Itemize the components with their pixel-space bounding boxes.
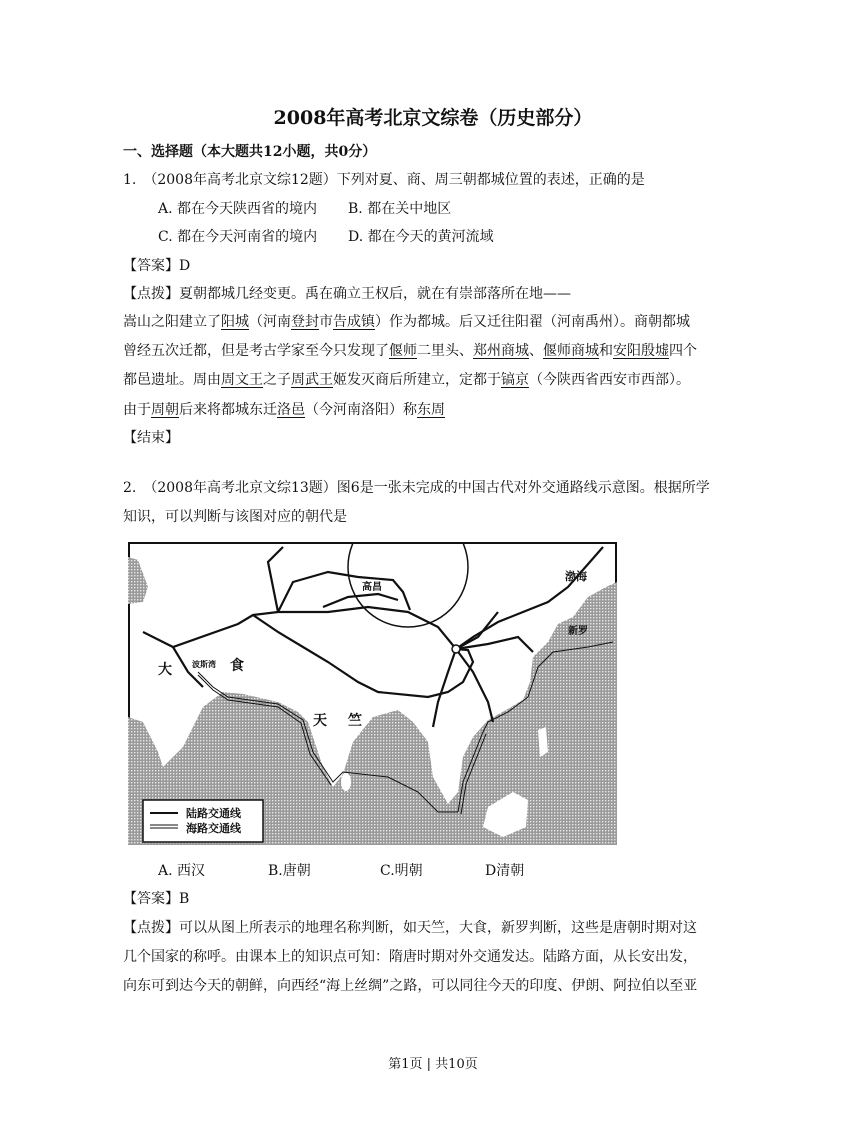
ancient-trade-routes-map (128, 542, 617, 845)
text-segment: 都邑遗址。周由 (123, 372, 221, 388)
q1-analysis-line (123, 312, 690, 332)
underlined-term: 镐京 (501, 372, 529, 388)
underlined-term: 安阳殷墟 (613, 343, 669, 359)
underlined-term: 周朝 (151, 402, 179, 418)
q2-option-d: D清朝 (485, 863, 525, 879)
island (341, 773, 351, 791)
q1-option-d: D. 都在今天的黄河流域 (348, 229, 494, 245)
map-label-tianzhu: 天 (313, 713, 327, 729)
q1-option-a: A. 都在今天陕西省的境内 (158, 201, 318, 217)
text-segment: 市 (319, 314, 333, 330)
map-label-silla: 新罗 (568, 626, 588, 637)
underlined-term: 偃师商城 (543, 343, 599, 359)
q2-option-a: A. 西汉 (158, 863, 206, 879)
q2-analysis-line: 几个国家的称呼。由课本上的知识点可知：隋唐时期对外交通发达。陆路方面，从长安出发， (123, 949, 697, 965)
q1-analysis-line (123, 341, 697, 361)
underlined-term: 阳城 (221, 314, 249, 330)
map-label-dashi: 食 (230, 658, 244, 674)
text-segment: （今陕西省西安市西部）。 (529, 372, 690, 388)
q2-answer: 【答案】B (123, 891, 190, 907)
q1-option-b: B. 都在关中地区 (348, 201, 452, 217)
page-footer: 第1页 | 共10页 (388, 1057, 478, 1072)
text-segment: 由于 (123, 402, 151, 418)
q1-analysis-line (123, 284, 571, 304)
q1-end: 【结束】 (123, 430, 179, 446)
underlined-term: 周文王 (221, 372, 263, 388)
text-segment: 四个 (669, 343, 697, 359)
text-segment: 和 (599, 343, 613, 359)
text-segment: （今河南洛阳）称 (305, 402, 417, 418)
text-segment: 后来将都城东迁 (179, 402, 277, 418)
q1-option-c: C. 都在今天河南省的境内 (158, 229, 318, 245)
text-segment: 曾经五次迁都，但是考古学家至今只发现了 (123, 343, 389, 359)
legend-land-route: 陆路交通线 (186, 807, 241, 820)
q2-option-b: B.唐朝 (268, 863, 311, 879)
q1-analysis-line (123, 400, 445, 420)
q2-analysis-line: 向东可到达今天的朝鲜，向西经“海上丝绸”之路，可以同往今天的印度、伊朗、阿拉伯以至亚 (123, 978, 698, 994)
underlined-term: 告成镇 (333, 314, 375, 330)
map-label-dashi: 大 (158, 662, 172, 678)
question-2-stem-line: 2. （2008年高考北京文综13题）图6是一张未完成的中国古代对外交通路线示意图。根据所学 (123, 480, 710, 496)
map-label-persian-gulf: 波斯湾 (192, 660, 216, 669)
text-segment: 【点拨】夏朝都城几经变更。禹在确立王权后，就在有崇部落所在地—— (123, 286, 571, 302)
changan-marker (452, 645, 460, 653)
legend-sea-route: 海路交通线 (186, 822, 241, 835)
map-label-gaochang: 高昌 (362, 582, 382, 593)
text-segment: 之子 (263, 372, 291, 388)
underlined-term: 登封 (291, 314, 319, 330)
text-segment: 、 (529, 343, 543, 359)
map-label-bohai: 渤海 (565, 570, 587, 583)
underlined-term: 洛邑 (277, 402, 305, 418)
q1-analysis-line (123, 370, 690, 390)
q1-answer: 【答案】D (123, 258, 191, 274)
question-2-stem-line: 知识，可以判断与该图对应的朝代是 (123, 509, 347, 525)
underlined-term: 郑州商城 (473, 343, 529, 359)
q2-analysis-line: 【点拨】可以从图上所表示的地理名称判断，如天竺，大食，新罗判断，这些是唐朝时期对这 (123, 920, 697, 936)
map-label-tianzhu: 竺 (348, 713, 362, 729)
underlined-term: 周武王 (291, 372, 333, 388)
text-segment: 嵩山之阳建立了 (123, 314, 221, 330)
question-1-stem: 1. （2008年高考北京文综12题）下列对夏、商、周三朝都城位置的表述，正确的是 (123, 172, 645, 188)
underlined-term: 东周 (417, 402, 445, 418)
text-segment: 二里头、 (417, 343, 473, 359)
section-heading: 一、选择题（本大题共12小题，共0分） (123, 144, 377, 160)
map-legend (143, 800, 263, 842)
text-segment: ）作为都城。后又迁往阳翟（河南禹州）。商朝都城 (375, 314, 690, 330)
underlined-term: 偃师 (389, 343, 417, 359)
text-segment: （河南 (249, 314, 291, 330)
q2-option-c: C.明朝 (380, 863, 423, 879)
text-segment: 姬发灭商后所建立，定都于 (333, 372, 501, 388)
document-title: 2008年高考北京文综卷（历史部分） (273, 107, 593, 129)
